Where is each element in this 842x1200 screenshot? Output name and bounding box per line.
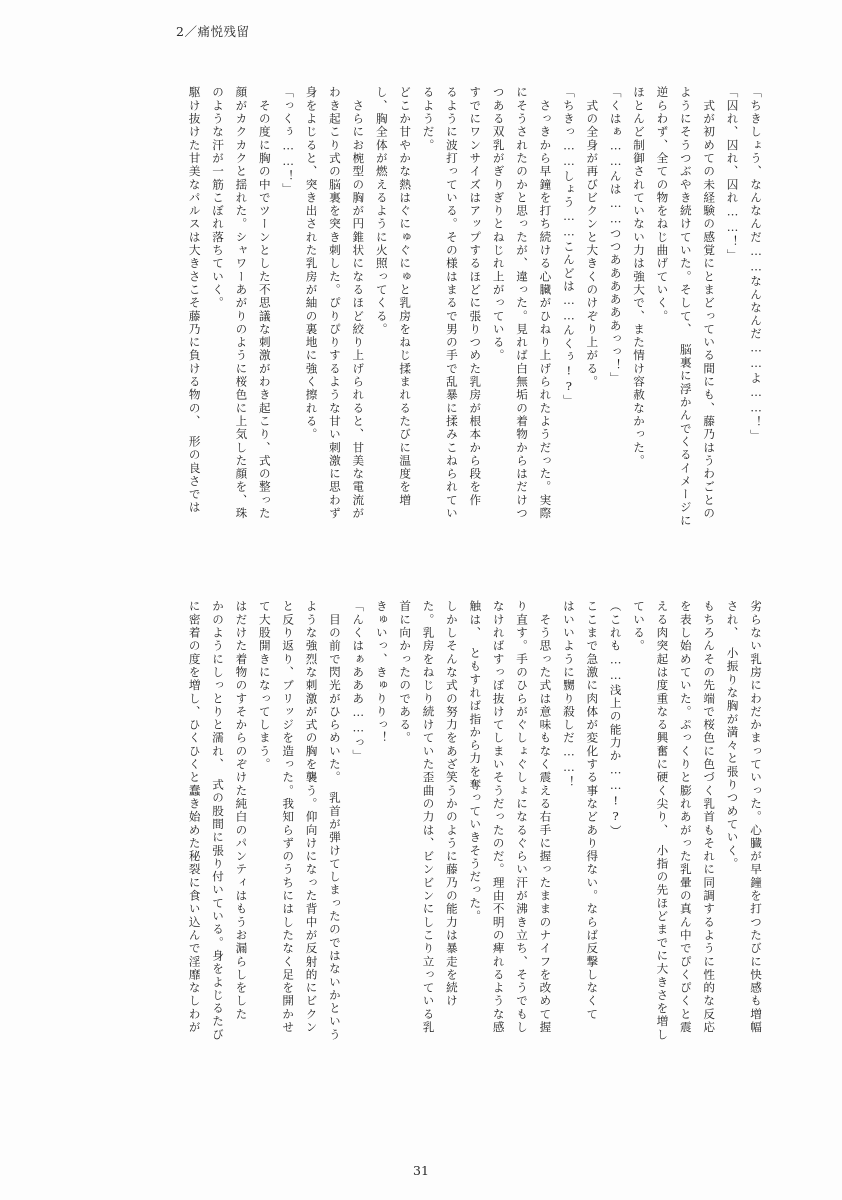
text-column: きゅいっ、きゅりりっ！	[374, 600, 389, 745]
text-column: かのようにしっとりと濡れ、 式の股間に張り付いている。身をよじるたび	[211, 600, 226, 1042]
text-column: 式の全身が再びビクンと大きくのけぞり上がる。	[585, 86, 600, 389]
text-column: のような汗が一筋こぼれ落ちていく。	[211, 86, 226, 310]
text-column: ような強烈な刺激が式の胸を襲う。仰向けになった背中が反射的にビクン	[304, 600, 319, 1034]
text-column: すでにワンサイズはアップするほどに張りつめた乳房が根本から段を作	[468, 86, 483, 507]
text-column: ほとんど制御されていない力は強大で、また情け容赦なかった。	[632, 86, 647, 468]
text-column: わき起こり式の脳裏を突き刺した。ぴりぴりするような甘い刺激に思わず	[327, 86, 342, 520]
text-column: 駆け抜けた甘美なパルスは大きさこそ藤乃に負ける物の、 形の良さでは	[187, 86, 202, 515]
text-column: 「くはぁ……んは……つつああああああっっ！」	[608, 86, 623, 385]
text-block-lower	[62, 600, 762, 1110]
text-column: を表し始めていた。ぷっくりと膨れあがった乳暈の真ん中でぴくぴくと震	[678, 600, 693, 1034]
text-column: その度に胸の中でツーンとした不思議な刺激がわき起こり、式の整った	[257, 86, 272, 520]
text-column: に密着の度を増し、ひくひくと蠢き始めた秘裂に食い込んで淫靡なしわが	[187, 600, 202, 1034]
text-column: 身をよじると、突き出された乳房が紬の裏地に強く擦れる。	[304, 86, 319, 442]
text-column: さらにお椀型の胸が円錐状になるほど絞り上げられると、甘美な電流が	[351, 86, 366, 520]
text-column: つある双乳がぎりぎりとねじれ上がっている。	[491, 86, 506, 363]
text-column: 「ちきしょう、なんなんだ……なんなんだ……よ……！」	[749, 86, 763, 443]
text-column: るように波打っている。その様はまるで男の手で乱暴に揉みこねられてい	[444, 86, 459, 520]
text-column: と反り返り、ブリッジを造った。我知らずのうちにはしたなく足を開かせ	[281, 600, 296, 1034]
text-column: 目の前で閃光がひらめいた。 乳首が弾けてしまったのではないかという	[327, 600, 342, 1042]
text-column: はいいように嬲り殺しだ……！	[561, 600, 576, 789]
text-column: て大股開きになってしまう。	[257, 600, 272, 771]
text-column: どこか甘やかな熱はぐにゅぐにゅと乳房をねじ揉まれるたびに温度を増	[398, 86, 413, 507]
text-column: 顔がカクカクと揺れた。シャワーあがりのように桜色に上気した顔を、珠	[234, 86, 249, 520]
text-column: 「囚れ、囚れ、囚れ……！」	[725, 86, 740, 262]
text-column: ここまで急激に肉体が変化する事などあり得ない。ならば反撃しなくて	[585, 600, 600, 1021]
text-column: ている。	[632, 600, 647, 653]
text-column: える肉突起は度重なる興奮に硬く尖り、 小指の先ほどまでに大きさを増し	[655, 600, 670, 1042]
text-column: た。乳房をねじり続けていた歪曲の力は、ビンビンにしこり立っている乳	[421, 600, 436, 1034]
text-column: り直す。手のひらがぐしょぐしょになるぐらい汗が沸き立ち、そうでもし	[515, 600, 530, 1034]
text-column: そう思った式は意味もなく震える右手に握ったままのナイフを改めて握	[538, 600, 553, 1034]
text-column: なければすっぽ抜けてしまいそうだったのだ。理由不明の痺れるような感	[491, 600, 506, 1034]
text-column: 式が初めての未経験の感覚にとまどっている間にも、藤乃はうわごとの	[702, 86, 717, 520]
text-column: され、 小振りな胸が満々と張りつめていく。	[725, 600, 740, 871]
text-column: し、胸全体が燃えるように火照ってくる。	[374, 86, 389, 336]
text-column: 「んくはぁあああ……っ」	[351, 600, 366, 763]
text-column: 「っくぅ……！」	[281, 86, 296, 196]
text-column: るようだ。	[421, 86, 436, 152]
text-column: 触は、 ともすれば指から力を奪っていきそうだった。	[468, 600, 483, 923]
text-column: 「ちきっ……しょう……こんどは……んくぅ!?」	[561, 86, 576, 408]
text-column: さっきから早鐘を打ち続ける心臓がひねり上げられたようだった。実際	[538, 86, 553, 520]
text-column: ようにそうつぶやき続けていた。そして、 脳裏に浮かんでくるイメージに	[678, 86, 693, 528]
text-column: はだけた着物のすそからのぞけた純白のパンティはもうお漏らしをした	[234, 600, 249, 1021]
page-number: 31	[413, 1163, 429, 1178]
text-column: 劣らない乳房にわだかまっていった。心臓が早鐘を打つたびに快感も増幅	[749, 600, 763, 1034]
text-column: もちろんその先端で桜色に色づく乳首もそれに同調するように性的な反応	[702, 600, 717, 1034]
text-column: にそうされたのかと思ったが、違った。見れば白無垢の着物からはだけつ	[515, 86, 530, 520]
text-column: しかしそんな式の努力をあざ笑うかのように藤乃の能力は暴走を続け	[444, 600, 459, 1008]
text-block-upper	[62, 86, 762, 581]
text-column: 首に向かったのである。	[398, 600, 413, 745]
text-column: （これも……浅上の能力か……!?）	[608, 600, 623, 838]
running-title: 2／痛悦残留	[176, 24, 250, 39]
text-column: 逆らわず、全ての物をねじ曲げていく。	[655, 86, 670, 323]
